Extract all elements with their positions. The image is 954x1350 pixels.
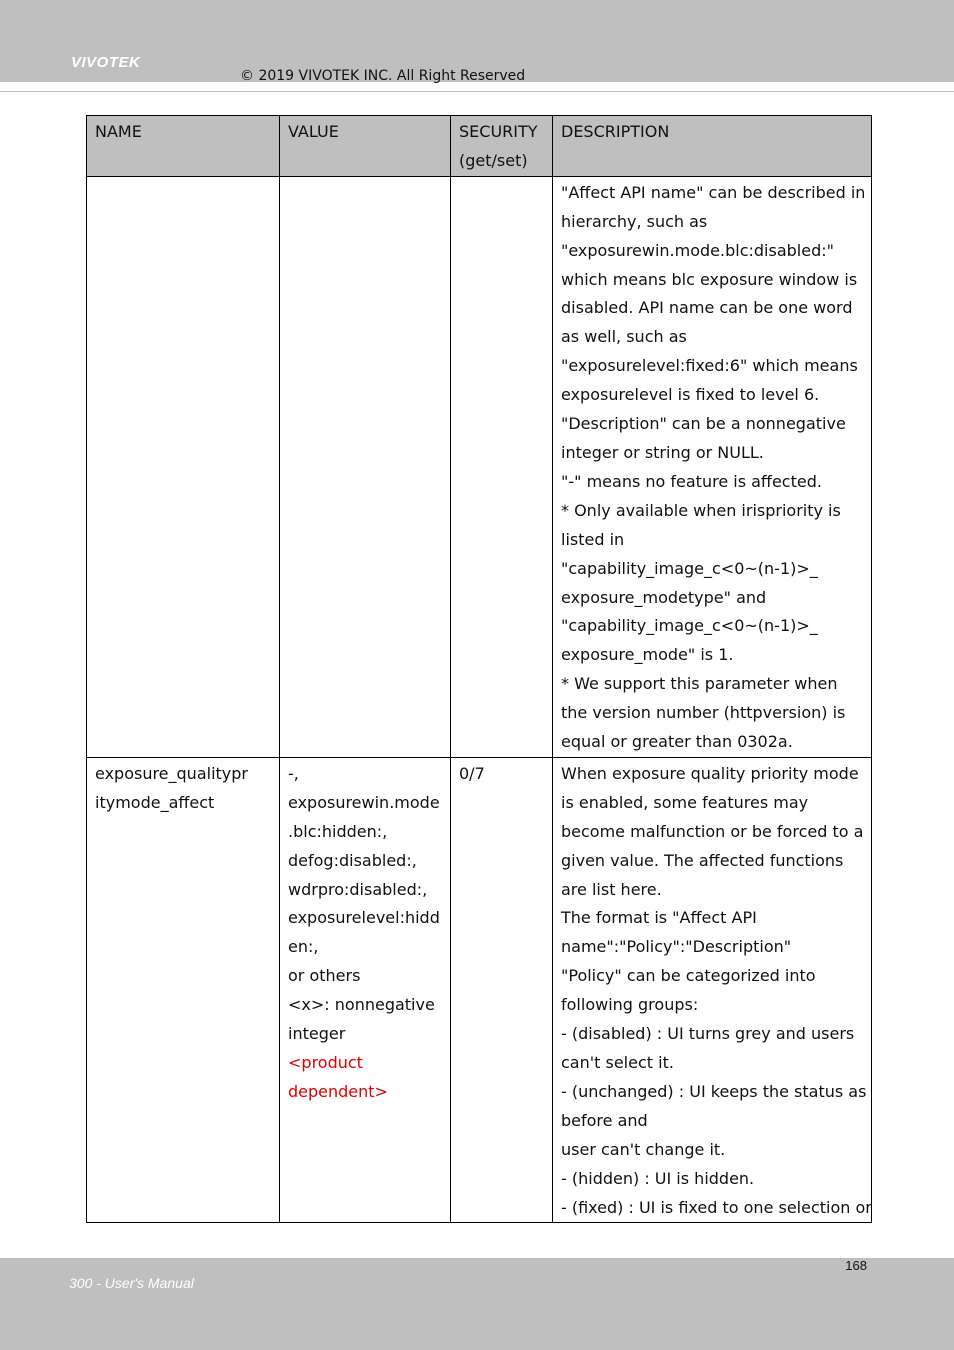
copyright-text: © 2019 VIVOTEK INC. All Right Reserved	[240, 68, 526, 84]
header-band	[0, 0, 954, 82]
header-divider	[0, 91, 954, 92]
cell-name: exposure_qualitypr itymode_affect	[87, 757, 280, 1223]
cell-description: "Affect API name" can be described in hierarchy, such as "exposurewin.mode.blc:disabled:" which means blc exposure window is disabled. API name can be one word as well, such as "exposurelevel:fixed:6" which means exposurelevel is fixed to level 6. "Description" can be a nonnegative integer or string or NULL. "-" means no feature is affected. * Only available when irispriority is listed in "capability_image_c<0~(n-1)>_ exposure_modetype" and "capability_image_c<0~(n-1)>_ exposure_mode" is 1. * We support this parameter when the version number (httpversion) is equal or greater than 0302a.	[553, 176, 872, 757]
cell-description: When exposure quality priority mode is enabled, some features may become malfunction or be forced to a given value. The affected functions are list here. The format is "Affect API name":"Policy":"Description" "Policy" can be categorized into following groups: - (disabled) : UI turns grey and users can't select it. - (unchanged) : UI keeps the status as before and user can't change it. - (hidden) : UI is hidden. - (fixed) : UI is fixed to one selection or	[553, 757, 872, 1223]
page-number: 168	[845, 1258, 867, 1273]
footer-band	[0, 1258, 954, 1350]
product-dependent-note: <product	[288, 1053, 363, 1072]
cell-value: -, exposurewin.mode .blc:hidden:, defog:disabled:, wdrpro:disabled:, exposurelevel:hidd en:, or others <x>: nonnegative integer <product dependent>	[280, 757, 451, 1223]
cell-name	[87, 176, 280, 757]
header-security: SECURITY (get/set)	[451, 116, 553, 177]
header-value: VALUE	[280, 116, 451, 177]
cell-security	[451, 176, 553, 757]
cell-security: 0/7	[451, 757, 553, 1223]
table-row	[87, 757, 872, 1223]
brand-logo: VIVOTEK	[71, 54, 141, 71]
table-header-row	[87, 116, 872, 177]
parameter-table	[86, 115, 872, 1223]
table-row	[87, 176, 872, 757]
header-description: DESCRIPTION	[553, 116, 872, 177]
manual-label: 300 - User's Manual	[69, 1275, 194, 1291]
header-name: NAME	[87, 116, 280, 177]
cell-value	[280, 176, 451, 757]
product-dependent-note: dependent>	[288, 1081, 388, 1101]
